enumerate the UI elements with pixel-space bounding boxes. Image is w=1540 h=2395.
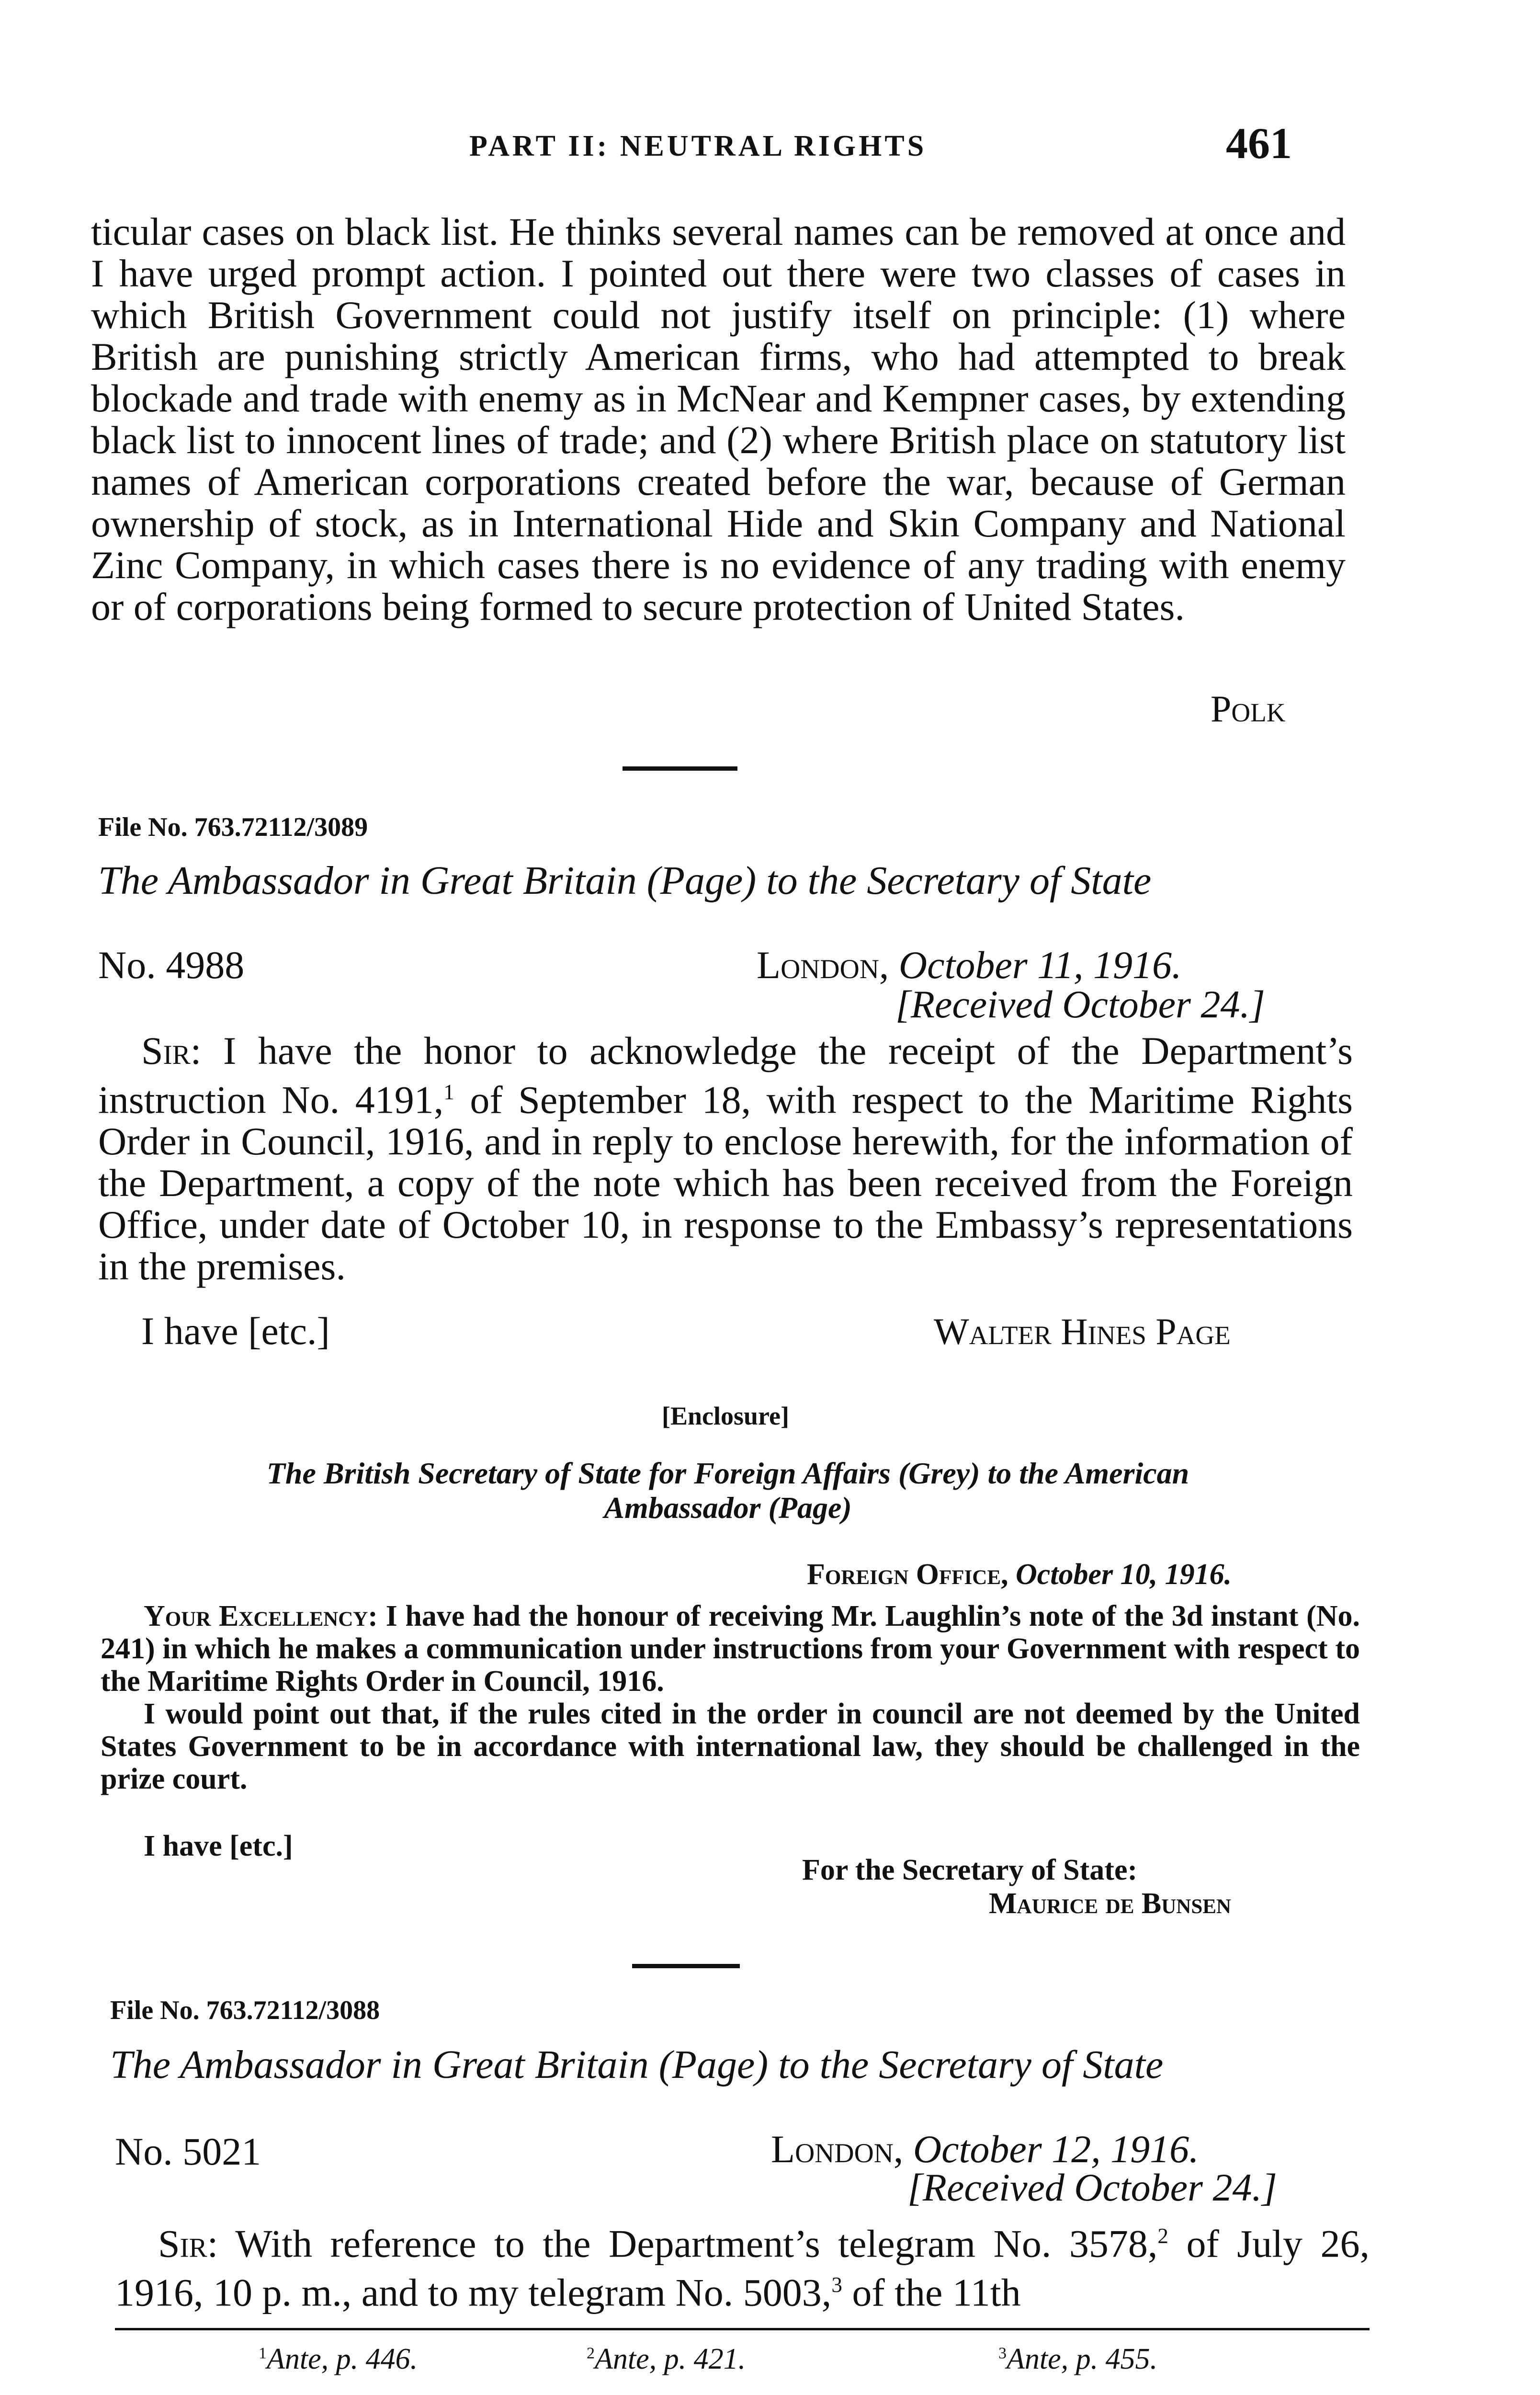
page-number: 461 <box>1226 119 1292 168</box>
letter-body <box>98 1030 1353 1287</box>
salutation: Sir: <box>141 1029 202 1072</box>
enclosure-salutation: Your Excellency: <box>144 1600 378 1632</box>
enclosure-place-date <box>807 1558 1232 1592</box>
body-text-end: of the 11th <box>842 2270 1021 2315</box>
footnote-2: $^2$Ante, p. 421. <box>587 2343 746 2375</box>
signature-polk: Polk <box>1211 688 1286 730</box>
body-text-cont: of July 26, 1916, 10 p. m., and to my telegram No. 5003, <box>115 2222 1370 2315</box>
section-divider <box>623 766 737 771</box>
document-number: No. 5021 <box>115 2130 261 2173</box>
file-number: File No. 763.72112/3089 <box>98 812 368 842</box>
file-number: File No. 763.72112/3088 <box>110 1996 380 2025</box>
document-number: No. 4988 <box>98 943 245 987</box>
footnote-marker: 2 <box>1157 2224 1168 2248</box>
footnote-marker: 1 <box>443 1080 454 1104</box>
footnote-marker: 3 <box>831 2273 842 2297</box>
signature-page: Walter Hines Page <box>934 1311 1231 1352</box>
enclosure-signature: Maurice de Bunsen <box>989 1887 1231 1920</box>
place-date <box>757 943 1182 988</box>
date: October 12, 1916. <box>913 2127 1199 2171</box>
letter-body <box>115 2215 1370 2314</box>
footnote-3: $^3$Ante, p. 455. <box>998 2343 1158 2375</box>
salutation: Sir: <box>158 2222 218 2266</box>
footnote-1: $^1$Ante, p. 446. <box>259 2343 418 2375</box>
continuation-text: ticular cases on black list. He thinks several names can be removed at once and I have urged prompt action. I pointed out there were two classes of cases in which British Government could not justify itself on principle: (1) where British are punishing strictly American firms, who had attempted to break blockade and trade with enemy as in McNear and Kempner cases, by extending black list to innocent lines of trade; and (2) where British place on statutory list names of American corporations created before the war, because of German ownership of stock, as in International Hide and Skin Company and National Zinc Company, in which cases there is no evidence of any trading with enemy or of corporations being formed to secure protection of United States. <box>91 210 1346 628</box>
enclosure-closing: I have [etc.] <box>144 1830 293 1862</box>
section-divider <box>632 1964 740 1968</box>
body-text: With reference to the Department’s telegram No. 3578, <box>218 2222 1158 2266</box>
place: London, <box>771 2127 904 2171</box>
received-date: [Received October 24.] <box>895 982 1265 1026</box>
enclosure-text-1: I have had the honour of receiving Mr. Laughlin’s note of the 3d instant (No. 241) in which he makes a communication under instructions from your Government with respect to the Maritime Rights Order in Council, 1916. <box>101 1600 1360 1698</box>
document-title: The Ambassador in Great Britain (Page) to the Secretary of State <box>110 2042 1164 2087</box>
letter-paragraph <box>115 2215 1370 2314</box>
enclosure-date: October 10, 1916. <box>1016 1558 1232 1591</box>
enclosure-label: [Enclosure] <box>662 1402 789 1430</box>
closing: I have [etc.] <box>141 1309 330 1353</box>
document-title: The Ambassador in Great Britain (Page) to the Secretary of State <box>98 858 1152 903</box>
footnote-rule <box>115 2328 1370 2330</box>
running-header: PART II: NEUTRAL RIGHTS <box>469 130 927 162</box>
enclosure-body <box>101 1600 1360 1795</box>
letter-paragraph <box>98 1030 1353 1287</box>
enclosure-paragraph-1 <box>101 1600 1360 1698</box>
place: London, <box>757 943 889 987</box>
enclosure-place: Foreign Office, <box>807 1558 1008 1591</box>
enclosure-title: The British Secretary of State for Foreign Affairs (Grey) to the American Ambassador (Page) <box>266 1456 1189 1525</box>
continuation-paragraph <box>91 211 1346 627</box>
received-date: [Received October 24.] <box>907 2166 1277 2209</box>
enclosure-paragraph-2: I would point out that, if the rules cited in the order in council are not deemed by the United States Government to be in accordance with international law, they should be challenged in the prize court. <box>101 1698 1360 1795</box>
enclosure-signoff: For the Secretary of State: <box>802 1854 1138 1886</box>
body-text: I have the honor to acknowledge the receipt of the Department’s instruction No. 4191, <box>98 1029 1353 1122</box>
body-text-cont: of September 18, with respect to the Maritime Rights Order in Council, 1916, and in reply to enclose herewith, for the information of the Department, a copy of the note which has been received from the Foreign Office, under date of October 10, in response to the Embassy’s representations in the premises. <box>98 1078 1353 1289</box>
date: October 11, 1916. <box>898 943 1182 987</box>
